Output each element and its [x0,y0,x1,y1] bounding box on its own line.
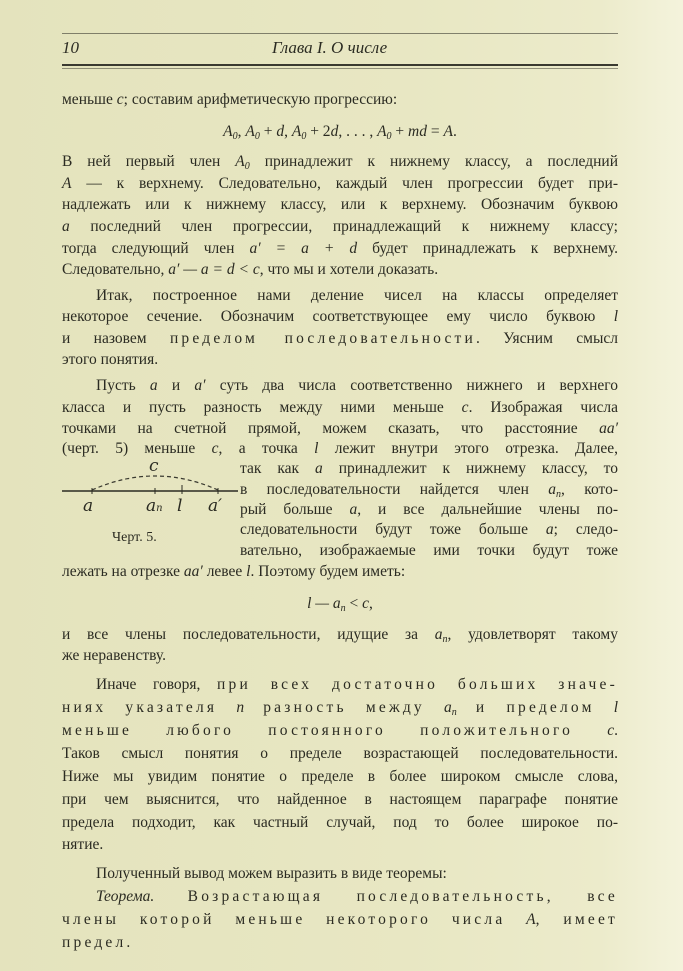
math-symbol: l — a [307,595,341,612]
math-symbol: l [314,440,319,457]
text-run: , [284,123,292,140]
spaced-emphasis: пределом последовательности [169,330,476,347]
text-run: Таков смысл понятия о пределе возрастающей последовательности. [62,745,618,762]
text-run: Пусть [96,377,150,394]
text-run: предела подходит, как частный случай, под то более широкое по- [62,814,618,831]
text-run: , . . . , [338,123,378,140]
math-symbol: 0 [301,131,307,142]
text-run: принадлежит к нижнему классу, а последний [249,153,618,170]
text-run: следовательности будут тоже больше [240,521,546,538]
text-run: так как [240,460,315,477]
page-number: 10 [62,38,79,57]
text-run: — к верхнему. Следовательно, каждый член прогрессии будет при- [71,175,618,192]
label-a-prime: a′ [208,496,222,516]
text-run: точками на счетной прямой, можем сказать, что расстояние [62,420,600,437]
math-symbol: aa′ [599,420,618,437]
math-symbol: c [362,595,370,612]
text-run: нятие. [62,836,104,853]
math-symbol: A [245,123,255,140]
math-symbol: a′ [194,377,206,394]
text-run: принадлежит к нижнему классу, то [322,460,618,477]
math-symbol: l [613,308,618,325]
text-run: , и все дальнейшие члены по- [357,501,618,518]
text-run: = [426,123,444,140]
spaced-emphasis: при всех достаточно больших значе- [217,676,618,693]
text-run: будет принадлежать к верхнему. [357,240,618,257]
text-run: . [614,722,618,739]
text-run: тогда следующий член [62,240,250,257]
text-run: вательно, изображаемые ими точки будут тоже [240,542,618,559]
math-symbol: n [556,489,562,500]
text-run: левее [202,563,247,580]
dashed-arc [92,476,218,490]
text-run: , [237,123,246,140]
math-symbol: A [443,123,453,140]
math-symbol: aa′ [183,563,203,580]
spaced-emphasis: и пределом [456,699,614,716]
math-symbol: c [116,91,124,108]
spaced-emphasis: члены которой меньше некоторого числа [62,911,527,928]
text-run: некоторое сечение. Обозначим соответствующее ему число буквою [62,308,614,325]
text-run: < [345,595,363,612]
math-symbol: A [377,123,387,140]
math-symbol: a [548,481,557,498]
spaced-emphasis: предел. [62,934,134,951]
math-symbol: a [349,501,358,518]
text-run: надлежать или к нижнему классу, или к верхнему. Обозначим буквою [62,196,618,213]
math-symbol: a′ = a + d [249,240,358,257]
text-run: . Поэтому будем иметь: [250,563,406,580]
math-symbol: A [62,175,72,192]
text-run: в последовательности найдется член [240,481,549,498]
label-c: c [149,456,159,476]
math-symbol: n [236,699,245,716]
math-symbol: A [526,911,536,928]
math-symbol: n [340,603,346,614]
text-run: при чем выяснится, что найденное в настоящем параграфе понятие [62,791,618,808]
text-run: + [259,123,277,140]
math-symbol: a [62,218,70,235]
text-run: . Уясним смысл [476,330,618,347]
math-symbol: a [149,377,158,394]
text-run: , [369,595,373,612]
text-run: и [157,377,195,394]
text-run: (черт. 5) меньше [62,440,212,457]
math-symbol: md [408,123,427,140]
text-run: Иначе говоря, [96,676,218,693]
math-symbol: d [330,123,339,140]
math-symbol: l [246,563,251,580]
text-run: , кото- [561,481,618,498]
text-run: Ниже мы увидим понятие о пределе в более широком смысле слова, [62,768,618,785]
spaced-emphasis: разность между [244,699,445,716]
text-run: . [452,123,457,140]
text-run: последний член прогрессии, принадлежащий к нижнему классу; [69,218,618,235]
spaced-emphasis: ниях указателя [62,699,237,716]
math-symbol: d [276,123,285,140]
text-run: , удовлетворят такому [447,626,618,643]
text-run: Полученный вывод можем выразить в виде теоремы: [96,865,447,882]
math-symbol: n [451,707,457,718]
label-an: an [146,496,163,516]
text-run: суть два числа соответственно нижнего и верхнего [205,377,619,394]
text-run: ; следо- [553,521,618,538]
text-run: , а точка [218,440,315,457]
math-symbol: c [461,399,469,416]
math-symbol: a [434,626,443,643]
text-run: лежит внутри этого отрезка. Далее, [318,440,618,457]
math-symbol: A [291,123,302,140]
math-symbol: c [607,722,615,739]
text-run: ; составим арифметическую прогрессию: [123,91,398,108]
text-run: + [391,123,409,140]
label-a: a [83,496,94,516]
running-header-title: Глава I. О числе [272,38,388,57]
figure-caption: Черт. 5. [112,530,157,545]
math-symbol: 0 [244,161,250,172]
math-symbol: 0 [254,131,260,142]
math-symbol: A [235,153,245,170]
text-run: и назовем [62,330,170,347]
math-symbol: l [613,699,619,716]
text-run: меньше [62,91,117,108]
text-run: и все члены последовательности, идущие за [62,626,435,643]
spaced-emphasis: меньше любого постоянного положительного [62,722,608,739]
text-run: лежать на отрезке [62,563,184,580]
math-symbol: a [315,460,323,477]
text-run: + 2 [306,123,331,140]
math-symbol: n [442,634,448,645]
math-symbol: a′ — a = d < c [168,261,260,278]
math-symbol: 0 [386,131,392,142]
math-symbol: a [444,699,452,716]
text-run: рый больше [240,501,350,518]
math-symbol: 0 [232,131,238,142]
text-run: же неравенству. [62,647,166,664]
text-run: Итак, построенное нами деление чисел на классы определяет [96,287,618,304]
math-symbol: A [223,123,233,140]
math-symbol: Теорема. [96,888,155,905]
text-run: класса и пусть разность между ними меньше [62,399,462,416]
spaced-emphasis: , имеет [535,911,618,928]
text-run: . Изображая числа [468,399,618,416]
math-symbol: a [545,521,554,538]
math-symbol: c [211,440,219,457]
text-run: этого понятия. [62,351,159,368]
spaced-emphasis: Возрастающая последовательность, все [154,888,618,905]
text-run: В ней первый член [62,153,236,170]
text-run: , что мы и хотели доказать. [259,261,439,278]
text-run: Следовательно, [62,261,169,278]
label-l: l [177,496,183,516]
